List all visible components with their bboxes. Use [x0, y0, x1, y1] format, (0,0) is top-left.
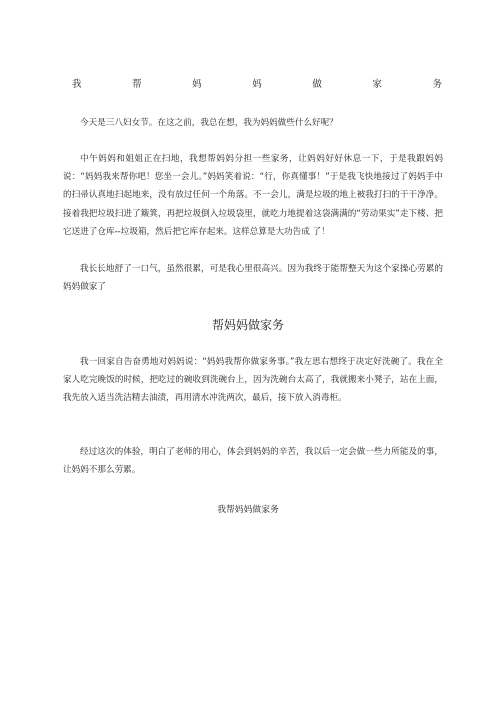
title-char: 妈 [252, 79, 262, 90]
paragraph-dishes: 我一回家自告奋勇地对妈妈说：“妈妈我帮你做家务事。”我左思右想终于决定好洗碗了。我在全家人吃完晚饭的时候，把吃过的碗收到洗碗台上，因为洗碗台太高了，我就搬来小凳子，站在上面，我先放入适当洗洁精去油渍，再用清水冲洗两次，最后，接下放入消毒柜。 [63, 357, 443, 404]
paragraph-reflection: 我长长地舒了一口气，虽然很累，可是我心里很高兴。因为我终于能帮整天为这个家操心劳累的妈妈做家了 [63, 264, 443, 293]
title-char: 我 [72, 79, 82, 90]
title-char: 帮 [132, 79, 142, 90]
section-heading: 帮妈妈做家务 [211, 318, 284, 332]
paragraph-intro: 今天是三八妇女节。在这之前，我总在想，我为妈妈做些什么好呢？ [80, 118, 338, 128]
section-heading-2: 我帮妈妈做家务 [217, 505, 279, 515]
title-char: 家 [372, 79, 382, 90]
document-title [72, 76, 442, 90]
paragraph-sweeping: 中午妈妈和姐姐正在扫地，我想帮妈妈分担一些家务，让妈妈好好休息一下，于是我跟妈妈说：“妈妈我来帮你吧！您坐一会儿。”妈妈笑着说：“行，你真懂事！”于是我飞快地接过了妈妈手中的扫帚认真地扫起地来，没有放过任何一个角落。不一会儿，满是垃圾的地上被我打扫的干干净净。接着我把垃圾扫进了簸箕，再把垃圾倒入垃圾袋里，就吃力地提着这袋满满的“劳动果实”走下楼、把它送进了仓库--垃圾箱，然后把它库存起来。这样总算是大功告成 了！ [63, 154, 444, 237]
title-char: 做 [312, 79, 322, 90]
title-char: 妈 [192, 79, 202, 90]
title-char: 务 [432, 79, 442, 90]
paragraph-conclusion: 经过这次的体验，明白了老师的用心，体会到妈妈的辛苦，我以后一定会做一些力所能及的事，让妈妈不那么劳累。 [63, 447, 443, 476]
